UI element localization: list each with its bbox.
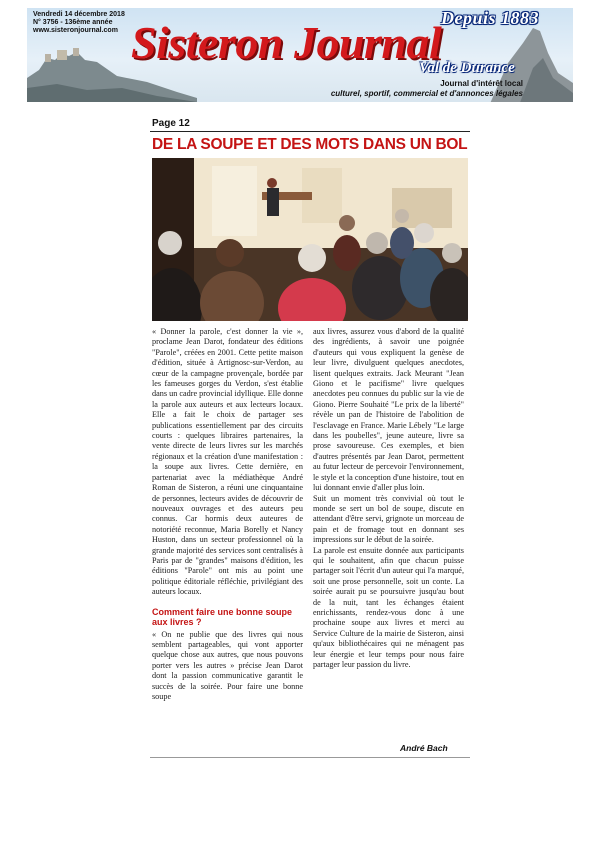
newspaper-title: Sisteron Journal bbox=[131, 17, 442, 68]
article-paragraph: aux livres, assurez vous d'abord de la qualité des ingrédients, à savoir une poignée d'auteurs qui vous expliquent la genèse de leur livre, divulguent quelques anecdotes, lisent quelques extraits. Jack Meurant "Jean Giono et le pacifisme" livre quelques anecdotes peu connues du public sur la vie de Giono. Pierre Souhaité "Le prix de la liberté" révèle un pan de l'histoire de l'abolition de l'esclavage en France. Marie Lébely "Le large dans les poubelles", jeune auteure, livre sa prose savoureuse. Ces exemples, et bien d'autres présentés par Jean Darot, permettent au futur lecteur de percevoir l'environnement, le style et la conception d'une histoire, tout en lui donnant envie d'aller plus loin. bbox=[313, 327, 464, 493]
author-byline: André Bach bbox=[400, 743, 448, 753]
dateline bbox=[33, 11, 125, 35]
audience-photo bbox=[152, 158, 468, 321]
article-paragraph: « On ne publie que des livres qui nous semblent partageables, qui vont apporter quelque chose aux autres, que nous pouvons porter vers les autres » précise Jean Darot dont la passion communicative garantit le succès de la soirée. Pour faire une bonne soupe bbox=[152, 629, 303, 701]
issue-number: N° 3756 - 136ème année bbox=[33, 19, 113, 26]
website-link[interactable]: www.sisteronjournal.com bbox=[33, 27, 118, 34]
article-paragraph: « Donner la parole, c'est donner la vie », proclame Jean Darot, fondateur des éditions "Parole", créées en 2001. Cette petite maison d'édition, située à Artignosc-sur-Verdon, au cœur de la campagne provençale, bordée par les fameuses gorges du Verdon, s'est établie dans un cadre provincial idyllique. Elle donne la parole aux auteurs et aux lecteurs locaux. Elle a fait le choix de partager ses publications essentiellement par des circuits courts : quelques libraires partenaires, la vente directe de leurs livres sur les marchés régionaux et la création d'une manifestation : la soupe aux livres. Cette dernière, en partenariat avec la médiathèque André Roman de Sisteron, a réuni une cinquantaine de personnes, lecteurs avides de découvrir de nouveaux ouvrages et des auteurs peu connus. Car hormis deux auteures de notoriété reconnue, Maria Borelly et Nancy Huston, dans un secteur professionnel où la grande majorité des services sont centralisés à Paris par de "grandes" maisons d'édition, les éditions "Parole" ont mis au point une politique éditoriale réfléchie, privilégiant des auteurs locaux. bbox=[152, 327, 303, 597]
founded-badge: Depuis 1883 bbox=[441, 8, 540, 28]
article-headline: DE LA SOUPE ET DES MOTS DANS UN BOL bbox=[152, 136, 468, 153]
article-subheading: Comment faire une bonne soupe aux livres ? bbox=[152, 606, 293, 627]
audience-photo-illustration bbox=[152, 158, 468, 321]
header-divider bbox=[150, 131, 470, 132]
article-column-left bbox=[152, 327, 303, 702]
issue-date: Vendredi 14 décembre 2018 bbox=[33, 11, 125, 18]
article-bottom-rule bbox=[150, 757, 470, 758]
newspaper-subtitle: Val de Durance bbox=[419, 60, 515, 76]
page-number: Page 12 bbox=[152, 118, 190, 129]
article-paragraph: Suit un moment très convivial où tout le monde se sert un bol de soupe, discute en attendant d'être servi, grignote un morceau de pain et de fromage tout en donnant ses impressions sur le début de la soirée. bbox=[313, 493, 464, 545]
article-paragraph: La parole est ensuite donnée aux participants qui le souhaitent, afin que chacun puisse partager soit l'écrit d'un auteur qui l'a marqué, soit une prose personnelle, soit un conte. La soirée aurait pu se poursuivre jusqu'au bout de la nuit, tant les échanges étaient enrichissants, rendez-vous donc à une prochaine soupe aux livres et merci au Service Culture de la mairie de Sisteron, ainsi qu'aux bibliothécaires qui ne ménagent pas leur énergie et leur temps pour nous faire partager leur passion du livre. bbox=[313, 545, 464, 669]
tagline-primary: Journal d'intérêt local bbox=[440, 79, 523, 88]
tagline-secondary: culturel, sportif, commercial et d'annonces légales bbox=[330, 89, 523, 98]
article-column-right bbox=[313, 327, 464, 670]
masthead bbox=[27, 8, 573, 102]
